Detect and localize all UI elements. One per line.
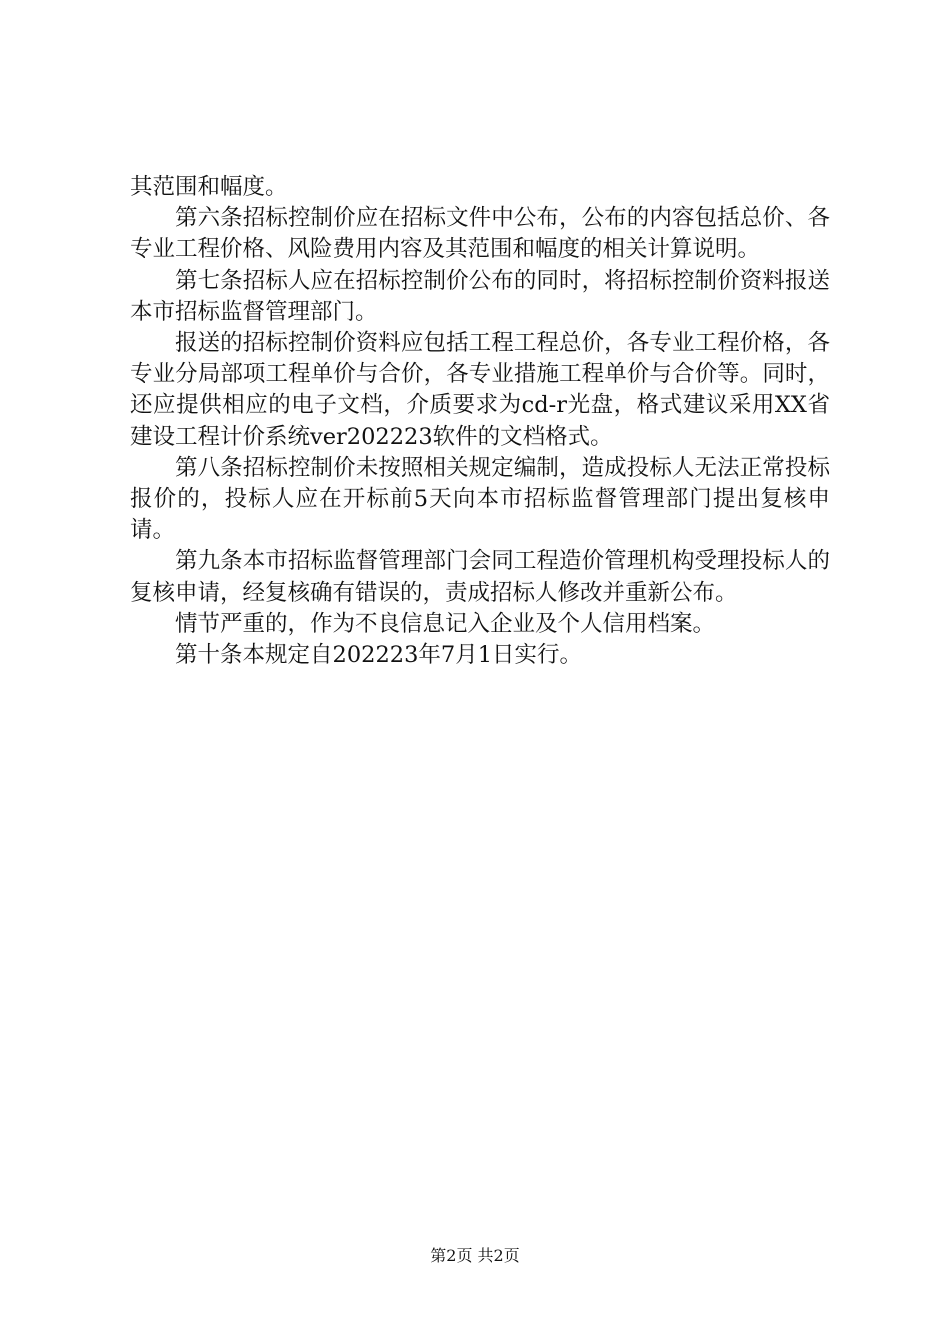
document-body bbox=[130, 172, 830, 671]
paragraph-article-10: 第十条本规定自202223年7月1日实行。 bbox=[175, 642, 583, 669]
paragraph-submission-materials: 报送的招标控制价资料应包括工程工程总价，各专业工程价格，各专业分局部项工程单价与合价，各专业措施工程单价与合价等。同时，还应提供相应的电子文档，介质要求为cd-r光盘，格式建议采用XX省建设工程计价系统ver202223软件的文档格式。 bbox=[130, 330, 830, 450]
paragraph-article-9: 第九条本市招标监督管理部门会同工程造价管理机构受理投标人的复核申请，经复核确有错误的，责成招标人修改并重新公布。 bbox=[130, 548, 830, 606]
page-footer: 第2页 共2页 bbox=[430, 1246, 520, 1265]
paragraph-article-6: 第六条招标控制价应在招标文件中公布，公布的内容包括总价、各专业工程价格、风险费用内容及其范围和幅度的相关计算说明。 bbox=[130, 205, 830, 263]
paragraph-article-8: 第八条招标控制价未按照相关规定编制，造成投标人无法正常投标报价的，投标人应在开标前5天向本市招标监督管理部门提出复核申请。 bbox=[130, 454, 830, 544]
paragraph-continuation: 其范围和幅度。 bbox=[130, 174, 288, 200]
paragraph-article-7: 第七条招标人应在招标控制价公布的同时，将招标控制价资料报送本市招标监督管理部门。 bbox=[130, 267, 830, 325]
paragraph-serious-cases: 情节严重的，作为不良信息记入企业及个人信用档案。 bbox=[175, 610, 716, 637]
